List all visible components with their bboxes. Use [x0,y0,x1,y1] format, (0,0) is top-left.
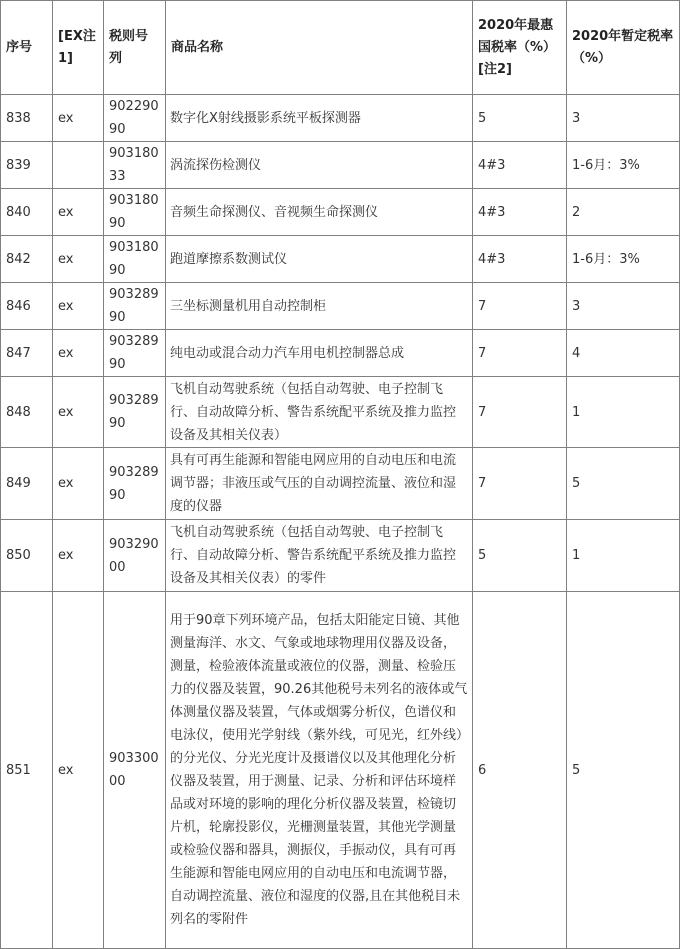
cell-code: 90318090 [104,189,166,236]
cell-ex: ex [53,95,104,142]
cell-mfn-rate: 7 [473,330,567,377]
cell-provisional-rate: 3 [567,283,680,330]
cell-mfn-rate: 4#3 [473,189,567,236]
cell-ex: ex [53,520,104,592]
cell-mfn-rate: 4#3 [473,236,567,283]
header-name: 商品名称 [166,1,473,95]
cell-mfn-rate: 5 [473,95,567,142]
cell-name: 飞机自动驾驶系统（包括自动驾驶、电子控制飞行、自动故障分析、警告系统配平系统及推力监控设备及其相关仪表）的零件 [166,520,473,592]
cell-ex: ex [53,377,104,448]
cell-mfn-rate: 7 [473,377,567,448]
cell-code: 90318033 [104,142,166,189]
table-row [1,377,680,448]
cell-mfn-rate: 5 [473,520,567,592]
cell-provisional-rate: 3 [567,95,680,142]
cell-seq: 839 [1,142,53,189]
header-ex: [EX注1] [53,1,104,95]
cell-ex: ex [53,330,104,377]
cell-provisional-rate: 1 [567,520,680,592]
cell-seq: 840 [1,189,53,236]
cell-mfn-rate: 6 [473,592,567,949]
header-provisional-rate: 2020年暂定税率（%） [567,1,680,95]
table-row [1,592,680,949]
cell-seq: 846 [1,283,53,330]
cell-seq: 847 [1,330,53,377]
cell-name: 音频生命探测仪、音视频生命探测仪 [166,189,473,236]
header-seq: 序号 [1,1,53,95]
cell-code: 90328990 [104,330,166,377]
cell-name: 纯电动或混合动力汽车用电机控制器总成 [166,330,473,377]
cell-mfn-rate: 7 [473,448,567,520]
cell-ex: ex [53,592,104,949]
cell-mfn-rate: 7 [473,283,567,330]
header-row [1,1,680,95]
cell-provisional-rate: 2 [567,189,680,236]
cell-code: 90328990 [104,283,166,330]
cell-ex: ex [53,448,104,520]
cell-seq: 848 [1,377,53,448]
cell-seq: 850 [1,520,53,592]
header-mfn-rate: 2020年最惠国税率（%）[注2] [473,1,567,95]
table-row [1,520,680,592]
cell-code: 90318090 [104,236,166,283]
table-row [1,236,680,283]
cell-code: 90329000 [104,520,166,592]
cell-name: 飞机自动驾驶系统（包括自动驾驶、电子控制飞行、自动故障分析、警告系统配平系统及推力监控设备及其相关仪表） [166,377,473,448]
cell-ex [53,142,104,189]
cell-name: 涡流探伤检测仪 [166,142,473,189]
cell-seq: 849 [1,448,53,520]
cell-code: 90330000 [104,592,166,949]
table-row [1,283,680,330]
table-row [1,189,680,236]
cell-provisional-rate: 1 [567,377,680,448]
cell-code: 90328990 [104,377,166,448]
cell-name: 用于90章下列环境产品，包括太阳能定日镜、其他测量海洋、水文、气象或地球物理用仪器及设备，测量，检验液体流量或液位的仪器，测量、检验压力的仪器及装置，90.26其他税号未列名的液体或气体测量仪器及装置，气体或烟雾分析仪，色谱仪和电泳仪，使用光学射线（紫外线，可见光，红外线）的分光仪、分光光度计及摄谱仪以及其他理化分析仪器及装置，用于测量、记录、分析和评估环境样品或对环境的影响的理化分析仪器及装置，检镜切片机，轮廓投影仪，光栅测量装置，其他光学测量或检验仪器和器具，测振仪，手振动仪，具有可再生能源和智能电网应用的自动电压和电流调节器，自动调控流量、液位和湿度的仪器,且在其他税目未列名的零附件 [166,592,473,949]
header-code: 税则号列 [104,1,166,95]
cell-provisional-rate: 4 [567,330,680,377]
cell-code: 90328990 [104,448,166,520]
cell-provisional-rate: 1-6月：3% [567,142,680,189]
table-row [1,142,680,189]
table-row [1,448,680,520]
cell-seq: 851 [1,592,53,949]
cell-provisional-rate: 5 [567,448,680,520]
cell-mfn-rate: 4#3 [473,142,567,189]
cell-name: 三坐标测量机用自动控制柜 [166,283,473,330]
cell-provisional-rate: 1-6月：3% [567,236,680,283]
cell-name: 跑道摩擦系数测试仪 [166,236,473,283]
table-row [1,95,680,142]
cell-seq: 842 [1,236,53,283]
cell-name: 具有可再生能源和智能电网应用的自动电压和电流调节器；非液压或气压的自动调控流量、液位和湿度的仪器 [166,448,473,520]
cell-code: 90229090 [104,95,166,142]
cell-provisional-rate: 5 [567,592,680,949]
cell-seq: 838 [1,95,53,142]
cell-ex: ex [53,283,104,330]
table-row [1,330,680,377]
cell-ex: ex [53,236,104,283]
cell-ex: ex [53,189,104,236]
cell-name: 数字化X射线摄影系统平板探测器 [166,95,473,142]
